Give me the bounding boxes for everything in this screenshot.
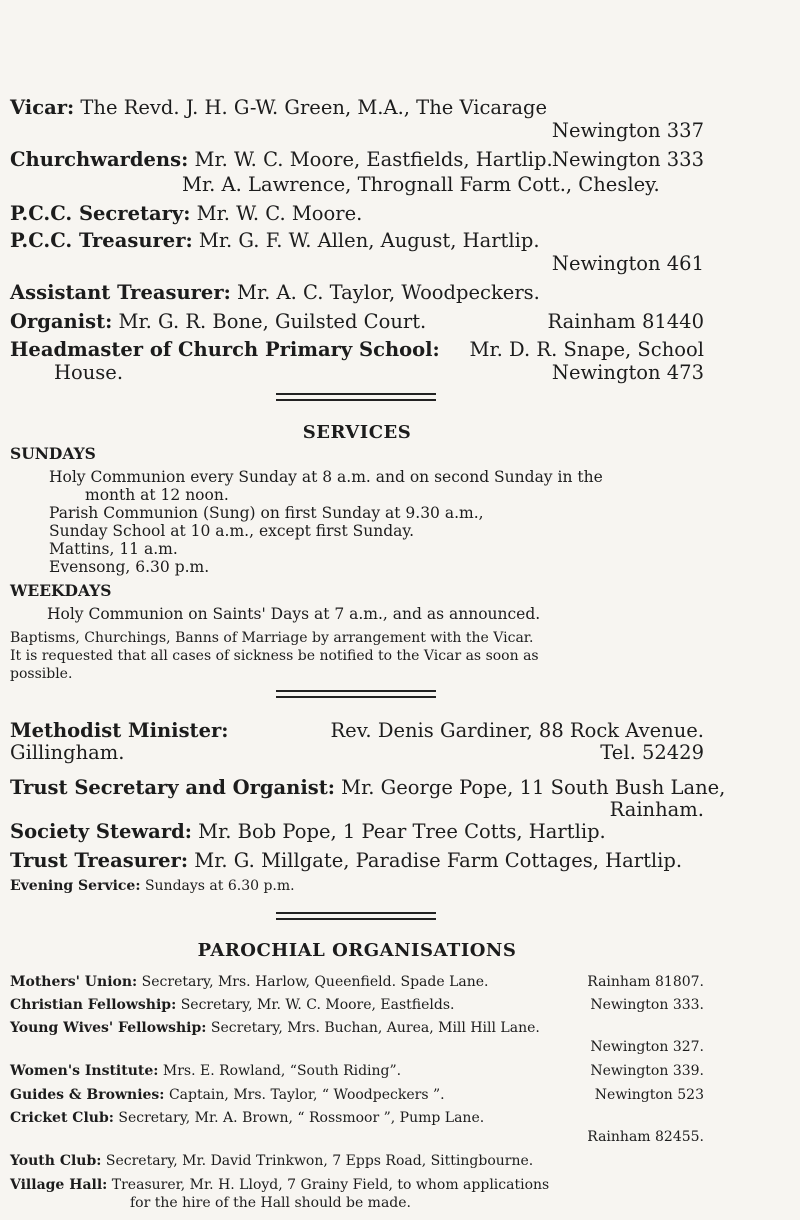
young-wives-line xyxy=(10,1020,540,1036)
trust-treasurer-line xyxy=(10,849,682,872)
assistant-treasurer-text: Mr. A. C. Taylor, Woodpeckers. xyxy=(237,281,540,304)
evening-service-line xyxy=(10,878,295,894)
cricket-club-phone: Rainham 82455. xyxy=(587,1129,704,1145)
methodist-minister-line xyxy=(10,719,704,742)
village-hall-text: Treasurer, Mr. H. Lloyd, 7 Grainy Field, to whom applications xyxy=(111,1177,550,1193)
vicar-phone: Newington 337 xyxy=(551,119,704,142)
young-wives-label: Young Wives' Fellowship: xyxy=(10,1020,207,1036)
youth-club-line xyxy=(10,1153,533,1169)
evening-service-label: Evening Service: xyxy=(10,878,141,894)
churchwardens-line xyxy=(10,148,553,171)
youth-club-text: Secretary, Mr. David Trinkwon, 7 Epps Road, Sittingbourne. xyxy=(105,1153,534,1169)
organist-phone: Rainham 81440 xyxy=(547,310,704,333)
sunday-service-1: Holy Communion every Sunday at 8 a.m. and on second Sunday in the xyxy=(49,468,603,486)
trust-secretary-label: Trust Secretary and Organist: xyxy=(10,776,335,799)
pcc-treasurer-text: Mr. G. F. W. Allen, August, Hartlip. xyxy=(198,229,540,252)
trust-treasurer-text: Mr. G. Millgate, Paradise Farm Cottages, Hartlip. xyxy=(194,849,683,872)
organisations-heading: PAROCHIAL ORGANISATIONS xyxy=(197,940,517,961)
christian-fellowship-line xyxy=(10,997,455,1013)
methodist-minister-text-2: Gillingham. xyxy=(10,741,125,764)
cricket-club-line xyxy=(10,1110,484,1126)
services-note-3: possible. xyxy=(10,666,73,682)
guides-brownies-label: Guides & Brownies: xyxy=(10,1087,165,1103)
pcc-treasurer-phone: Newington 461 xyxy=(551,252,704,275)
pcc-treasurer-line xyxy=(10,229,540,252)
village-hall-label: Village Hall: xyxy=(10,1177,108,1193)
services-note-1: Baptisms, Churchings, Banns of Marriage by arrangement with the Vicar. xyxy=(10,630,534,646)
cricket-club-label: Cricket Club: xyxy=(10,1110,114,1126)
mothers-union-text: Secretary, Mrs. Harlow, Queenfield. Spade Lane. xyxy=(141,974,489,990)
vicar-line xyxy=(10,96,547,119)
guides-brownies-text: Captain, Mrs. Taylor, “ Woodpeckers ”. xyxy=(168,1087,445,1103)
mothers-union-line xyxy=(10,974,489,990)
society-steward-text: Mr. Bob Pope, 1 Pear Tree Cotts, Hartlip. xyxy=(198,820,606,843)
churchwardens-name-2: Mr. A. Lawrence, Thrognall Farm Cott., Chesley. xyxy=(182,173,660,196)
youth-club-label: Youth Club: xyxy=(10,1153,102,1169)
vicar-label: Vicar: xyxy=(10,96,75,119)
headmaster-label: Headmaster of Church Primary School: xyxy=(10,338,440,361)
methodist-minister-phone: Tel. 52429 xyxy=(600,741,704,764)
trust-secretary-text-2: Rainham. xyxy=(609,798,704,821)
society-steward-label: Society Steward: xyxy=(10,820,192,843)
churchwardens-phone-1: Newington 333 xyxy=(551,148,704,171)
methodist-minister-text: Rev. Denis Gardiner, 88 Rock Avenue. xyxy=(330,719,704,742)
christian-fellowship-phone: Newington 333. xyxy=(590,997,704,1013)
society-steward-line xyxy=(10,820,606,843)
headmaster-line xyxy=(10,338,704,361)
churchwardens-label: Churchwardens: xyxy=(10,148,189,171)
services-heading: SERVICES xyxy=(302,422,412,443)
pcc-treasurer-label: P.C.C. Treasurer: xyxy=(10,229,193,252)
organist-line xyxy=(10,310,426,333)
headmaster-text: Mr. D. R. Snape, School xyxy=(469,338,704,361)
womens-institute-line xyxy=(10,1063,401,1079)
organist-label: Organist: xyxy=(10,310,113,333)
mothers-union-label: Mothers' Union: xyxy=(10,974,138,990)
assistant-treasurer-label: Assistant Treasurer: xyxy=(10,281,231,304)
sunday-service-2: Parish Communion (Sung) on first Sunday at 9.30 a.m., xyxy=(49,504,484,522)
pcc-secretary-line xyxy=(10,202,362,225)
sunday-service-3: Sunday School at 10 a.m., except first Sunday. xyxy=(49,522,415,540)
sunday-service-1b: month at 12 noon. xyxy=(85,486,229,504)
trust-secretary-text: Mr. George Pope, 11 South Bush Lane, xyxy=(341,776,726,799)
vicar-text: The Revd. J. H. G-W. Green, M.A., The Vicarage xyxy=(80,96,547,119)
pcc-secretary-text: Mr. W. C. Moore. xyxy=(196,202,363,225)
sunday-service-4: Mattins, 11 a.m. xyxy=(49,540,178,558)
headmaster-text-2: House. xyxy=(54,361,124,384)
guides-brownies-line xyxy=(10,1087,445,1103)
section-divider xyxy=(276,690,436,698)
cricket-club-text: Secretary, Mr. A. Brown, “ Rossmoor ”, Pump Lane. xyxy=(118,1110,485,1126)
mothers-union-phone: Rainham 81807. xyxy=(587,974,704,990)
trust-secretary-line xyxy=(10,776,725,799)
weekdays-label: WEEKDAYS xyxy=(10,581,112,600)
churchwardens-name-1: Mr. W. C. Moore, Eastfields, Hartlip. xyxy=(194,148,553,171)
guides-brownies-phone: Newington 523 xyxy=(594,1087,704,1103)
christian-fellowship-text: Secretary, Mr. W. C. Moore, Eastfields. xyxy=(180,997,455,1013)
section-divider xyxy=(276,393,436,401)
village-hall-text-2: for the hire of the Hall should be made. xyxy=(130,1195,412,1211)
womens-institute-phone: Newington 339. xyxy=(590,1063,704,1079)
weekday-service-1: Holy Communion on Saints' Days at 7 a.m., and as announced. xyxy=(47,605,541,623)
christian-fellowship-label: Christian Fellowship: xyxy=(10,997,177,1013)
womens-institute-text: Mrs. E. Rowland, “South Riding”. xyxy=(162,1063,402,1079)
sunday-service-5: Evensong, 6.30 p.m. xyxy=(49,558,210,576)
services-note-2: It is requested that all cases of sickness be notified to the Vicar as soon as xyxy=(10,648,539,664)
organist-text: Mr. G. R. Bone, Guilsted Court. xyxy=(118,310,427,333)
village-hall-line xyxy=(10,1177,549,1193)
headmaster-phone: Newington 473 xyxy=(551,361,704,384)
section-divider xyxy=(276,912,436,920)
young-wives-text: Secretary, Mrs. Buchan, Aurea, Mill Hill Lane. xyxy=(210,1020,540,1036)
trust-treasurer-label: Trust Treasurer: xyxy=(10,849,189,872)
pcc-secretary-label: P.C.C. Secretary: xyxy=(10,202,191,225)
sundays-label: SUNDAYS xyxy=(10,444,96,463)
evening-service-text: Sundays at 6.30 p.m. xyxy=(144,878,295,894)
assistant-treasurer-line xyxy=(10,281,540,304)
methodist-minister-label: Methodist Minister: xyxy=(10,719,229,742)
womens-institute-label: Women's Institute: xyxy=(10,1063,159,1079)
young-wives-phone: Newington 327. xyxy=(590,1039,704,1055)
